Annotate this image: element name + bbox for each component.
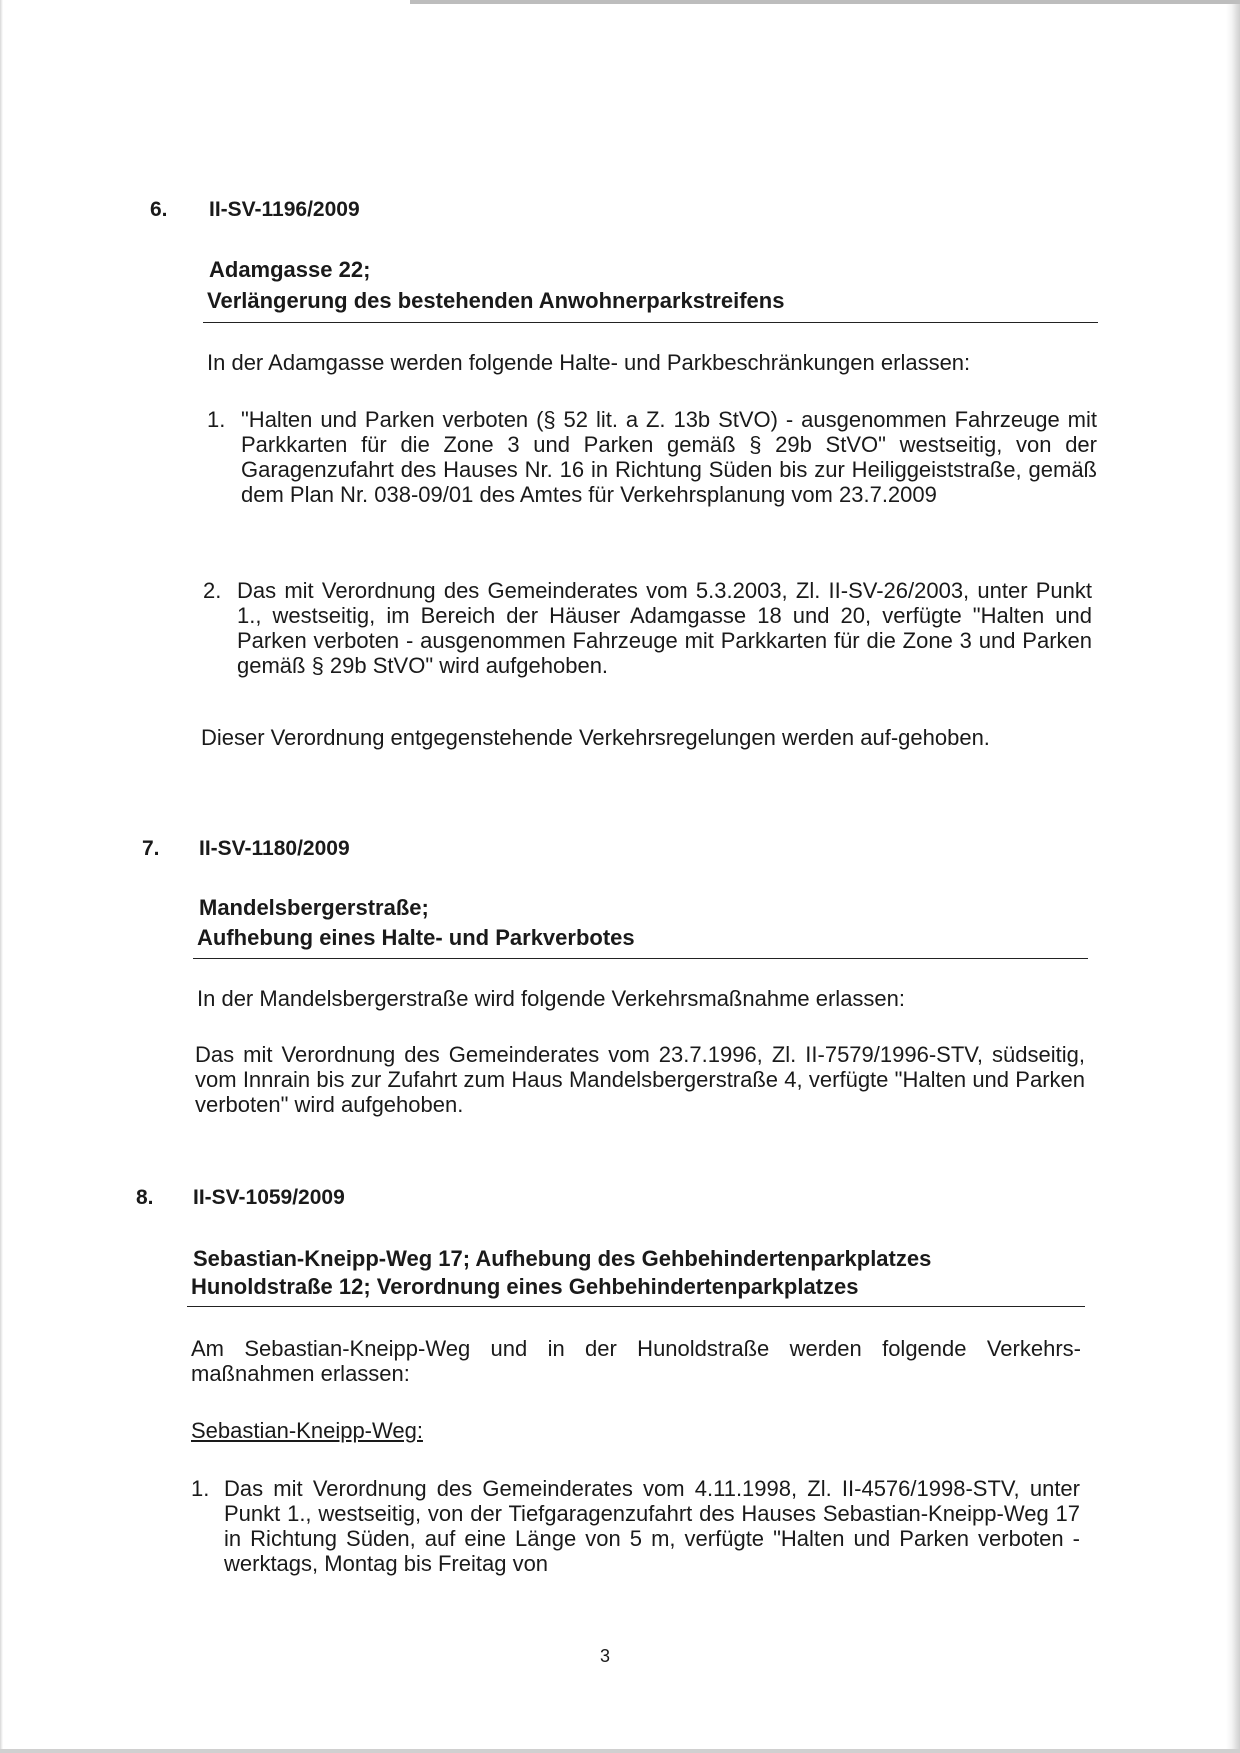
section-code: II-SV-1196/2009 bbox=[209, 198, 360, 221]
intro-paragraph: In der Adamgasse werden folgende Halte- und Parkbeschränkungen erlassen: bbox=[207, 350, 971, 375]
list-text: Das mit Verordnung des Gemeinderates vom 4.11.1998, Zl. II-4576/1998-STV, unter Punkt 1., westseitig, von der Tiefgaragenzufahrt des Hauses Sebastian-Kneipp-Weg 17 in Richtung Süden, auf eine Länge von 5 m, verfügte "Halten und Parken verboten - werktags, Montag bis Freitag von bbox=[224, 1476, 1080, 1576]
subheading: Sebastian-Kneipp-Weg: bbox=[191, 1418, 423, 1443]
section-title-line-2: Aufhebung eines Halte- und Parkverbotes bbox=[197, 925, 635, 950]
list-item bbox=[191, 1476, 1081, 1596]
list-text: Das mit Verordnung des Gemeinderates vom 5.3.2003, Zl. II-SV-26/2003, unter Punkt 1., westseitig, im Bereich der Häuser Adamgasse 18 und 20, verfügte "Halten und Parken verboten - ausgenommen Fahrzeuge mit Parkkarten für die Zone 3 und Parken gemäß § 29b StVO" wird aufgehoben. bbox=[237, 578, 1092, 678]
list-marker: 2. bbox=[203, 578, 222, 603]
scan-edge-bottom bbox=[0, 1749, 1240, 1753]
intro-paragraph: Am Sebastian-Kneipp-Weg und in der Hunoldstraße werden folgende Verkehrs-maßnahmen erlassen: bbox=[191, 1336, 1081, 1386]
page-number: 3 bbox=[599, 1646, 610, 1666]
title-divider bbox=[187, 1306, 1085, 1307]
section-code: II-SV-1180/2009 bbox=[199, 837, 350, 860]
section-number: 6. bbox=[150, 198, 168, 221]
scan-edge-top bbox=[410, 0, 1240, 4]
section-code: II-SV-1059/2009 bbox=[193, 1186, 345, 1209]
intro-paragraph: In der Mandelsbergerstraße wird folgende Verkehrsmaßnahme erlassen: bbox=[197, 986, 906, 1011]
section-number: 8. bbox=[136, 1186, 154, 1209]
section-number: 7. bbox=[142, 837, 160, 860]
scan-edge-right bbox=[1226, 0, 1240, 1753]
title-divider bbox=[193, 958, 1088, 959]
section-title-line-2: Hunoldstraße 12; Verordnung eines Gehbehindertenparkplatzes bbox=[191, 1274, 859, 1299]
title-divider bbox=[203, 322, 1098, 323]
closing-paragraph: Dieser Verordnung entgegenstehende Verkehrsregelungen werden auf-gehoben. bbox=[201, 725, 990, 750]
list-text: "Halten und Parken verboten (§ 52 lit. a Z. 13b StVO) - ausgenommen Fahrzeuge mit Parkkarten für die Zone 3 und Parken gemäß § 29b StVO" westseitig, von der Garagenzufahrt des Hauses Nr. 16 in Richtung Süden bis zur Heiliggeiststraße, gemäß dem Plan Nr. 038-09/01 des Amtes für Verkehrsplanung vom 23.7.2009 bbox=[241, 407, 1097, 507]
scan-edge-left bbox=[0, 0, 3, 1753]
list-marker: 1. bbox=[207, 407, 226, 432]
list-item bbox=[207, 407, 1097, 547]
body-paragraph: Das mit Verordnung des Gemeinderates vom 23.7.1996, Zl. II-7579/1996-STV, südseitig, vom Innrain bis zur Zufahrt zum Haus Mandelsbergerstraße 4, verfügte "Halten und Parken verboten" wird aufgehoben. bbox=[195, 1042, 1085, 1117]
list-item bbox=[203, 578, 1093, 698]
section-title-line-1: Sebastian-Kneipp-Weg 17; Aufhebung des Gehbehindertenparkplatzes bbox=[193, 1246, 932, 1271]
section-title-line-1: Adamgasse 22; bbox=[209, 257, 371, 282]
section-title-line-1: Mandelsbergerstraße; bbox=[199, 895, 429, 920]
list-marker: 1. bbox=[191, 1476, 210, 1501]
section-title-line-2: Verlängerung des bestehenden Anwohnerparkstreifens bbox=[207, 288, 785, 313]
